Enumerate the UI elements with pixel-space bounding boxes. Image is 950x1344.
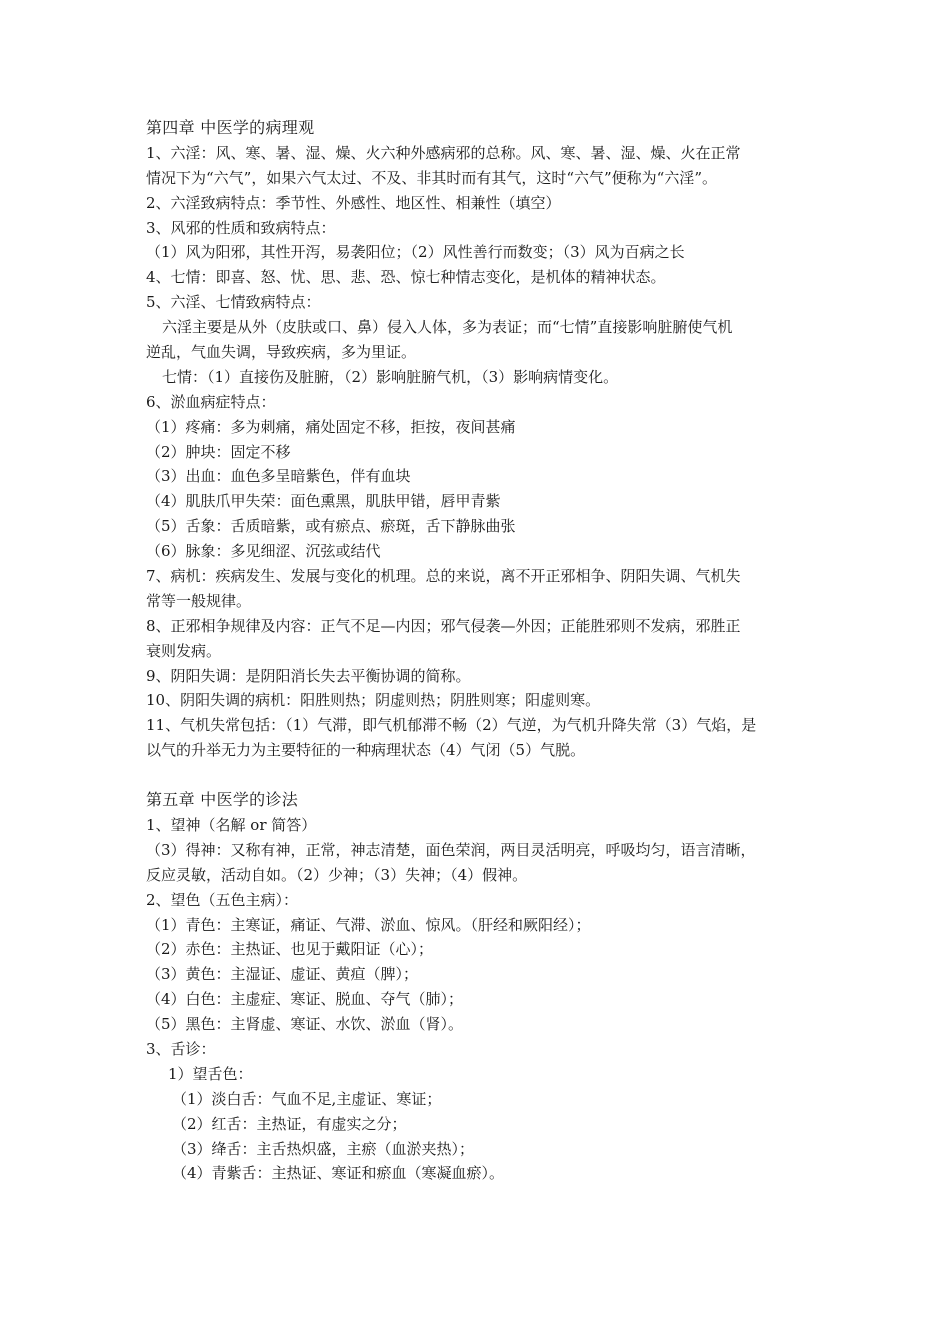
text-line: 5、六淫、七情致病特点： <box>146 293 321 312</box>
text-line: 衰则发病。 <box>146 641 222 660</box>
text-line: （2）红舌：主热证，有虚实之分； <box>172 1114 407 1133</box>
text-line: （4）肌肤爪甲失荣：面色熏黑，肌肤甲错，唇甲青紫 <box>146 492 501 511</box>
text-line: 情况下为“六气”，如果六气太过、不及、非其时而有其气，这时“六气”便称为“六淫”。 <box>146 168 718 187</box>
text-line: （5）黑色：主肾虚、寒证、水饮、淤血（肾）。 <box>146 1015 464 1034</box>
text-line: （1）疼痛：多为刺痛，痛处固定不移，拒按，夜间甚痛 <box>146 417 516 436</box>
text-line: 6、淤血病症特点： <box>146 392 276 411</box>
text-line: 六淫主要是从外（皮肤或口、鼻）侵入人体，多为表证；而“七情”直接影响脏腑使气机 <box>162 318 733 337</box>
text-line: 3、风邪的性质和致病特点： <box>146 218 336 237</box>
text-line: 常等一般规律。 <box>146 591 252 610</box>
text-line: （1）风为阳邪，其性开泻，易袭阳位；（2）风性善行而数变；（3）风为百病之长 <box>146 243 685 262</box>
text-line: （6）脉象：多见细涩、沉弦或结代 <box>146 542 381 561</box>
text-line: （3）黄色：主湿证、虚证、黄疸（脾）； <box>146 965 419 984</box>
text-line: 以气的升举无力为主要特征的一种病理状态（4）气闭（5）气脱。 <box>146 741 586 760</box>
text-line: （4）白色：主虚症、寒证、脱血、夺气（肺）； <box>146 990 464 1009</box>
text-line: 9、阴阳失调：是阴阳消长失去平衡协调的简称。 <box>146 666 471 685</box>
text-line: 七情：（1）直接伤及脏腑，（2）影响脏腑气机，（3）影响病情变化。 <box>162 367 619 386</box>
text-line: 2、望色（五色主病）： <box>146 890 299 909</box>
text-line: 反应灵敏，活动自如。（2）少神；（3）失神；（4）假神。 <box>146 865 528 884</box>
text-line: （3）绛舌：主舌热炽盛，主瘀（血淤夹热）； <box>172 1139 475 1158</box>
text-line: 逆乱，气血失调，导致疾病，多为里证。 <box>146 343 417 362</box>
text-line: （3）得神：又称有神，正常，神志清楚，面色荣润，两目灵活明亮，呼吸均匀，语言清晰， <box>146 840 756 859</box>
text-line: （4）青紫舌：主热证、寒证和瘀血（寒凝血瘀）。 <box>172 1164 505 1183</box>
text-line: （5）舌象：舌质暗紫，或有瘀点、瘀斑，舌下静脉曲张 <box>146 517 516 536</box>
text-line: （2）肿块：固定不移 <box>146 442 291 461</box>
chapter4-title: 第四章 中医学的病理观 <box>146 118 315 137</box>
chapter5-title: 第五章 中医学的诊法 <box>146 790 299 810</box>
text-line: 4、七情：即喜、怒、忧、思、悲、恐、惊七种情志变化，是机体的精神状态。 <box>146 268 666 287</box>
text-line: 1、望神（名解 or 简答） <box>146 815 317 834</box>
text-line: （3）出血：血色多呈暗紫色，伴有血块 <box>146 467 411 486</box>
text-line: 8、正邪相争规律及内容：正气不足—内因；邪气侵袭—外因；正能胜邪则不发病，邪胜正 <box>146 616 741 635</box>
text-line: 3、舌诊： <box>146 1039 216 1058</box>
text-line: 11、气机失常包括：（1）气滞，即气机郁滞不畅（2）气逆，为气机升降失常（3）气焰，是 <box>146 716 757 735</box>
text-line: 1、六淫：风、寒、暑、湿、燥、火六种外感病邪的总称。风、寒、暑、湿、燥、火在正常 <box>146 143 741 162</box>
text-line: 7、病机：疾病发生、发展与变化的机理。总的来说，离不开正邪相争、阴阳失调、气机失 <box>146 567 741 586</box>
text-line: （1）青色：主寒证，痛证、气滞、淤血、惊风。（肝经和厥阳经）； <box>146 915 591 934</box>
document-content <box>146 116 810 1186</box>
text-line: （2）赤色：主热证、也见于戴阳证（心）； <box>146 940 434 959</box>
text-line: 10、阴阳失调的病机：阳胜则热；阴虚则热；阴胜则寒；阳虚则寒。 <box>146 691 601 710</box>
section-gap <box>146 763 810 788</box>
text-line: 1）望舌色： <box>168 1064 253 1083</box>
text-line: 2、六淫致病特点：季节性、外感性、地区性、相兼性（填空） <box>146 193 561 212</box>
text-line: （1）淡白舌：气血不足,主虚证、寒证； <box>172 1089 442 1108</box>
